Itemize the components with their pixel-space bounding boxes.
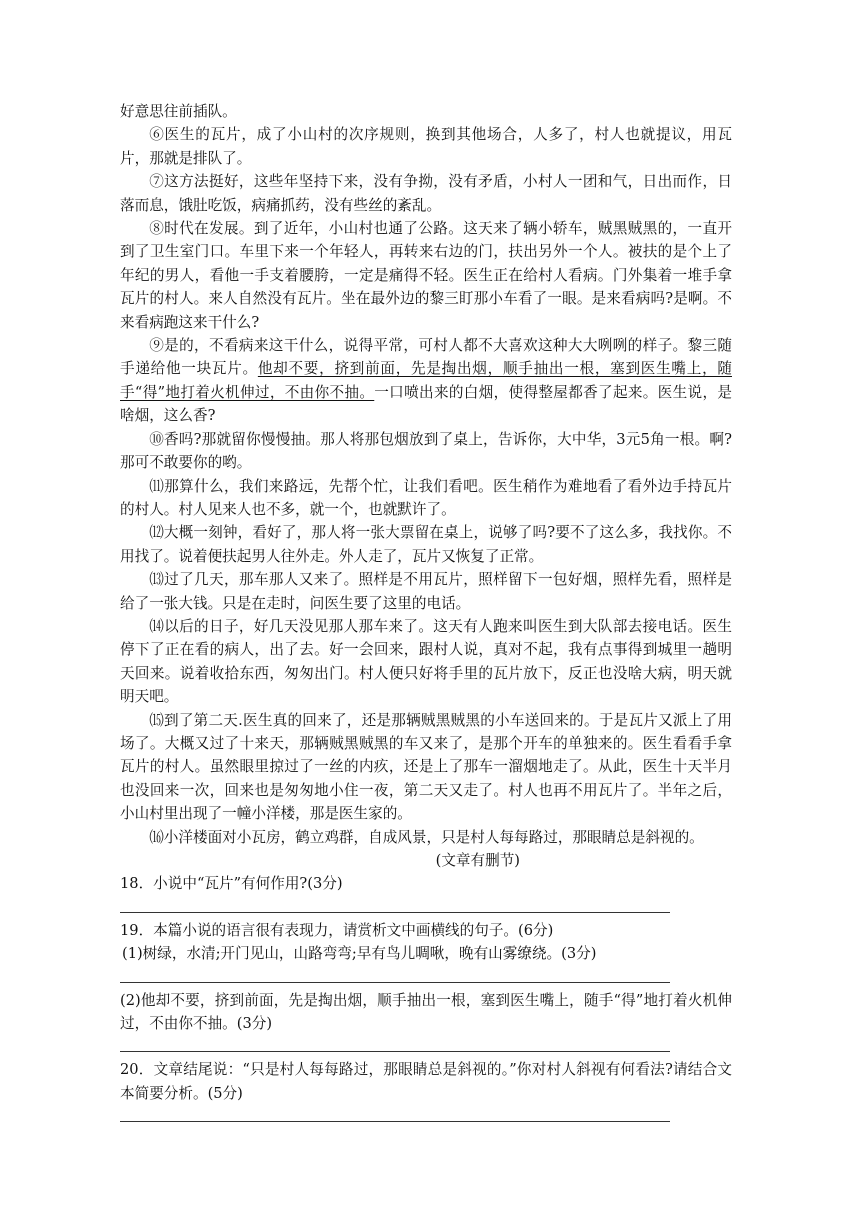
question-19-part-1: (1)树绿，水清;开门见山，山路弯弯;早有鸟儿啁啾，晚有山雾缭绕。(3分) (122, 945, 597, 963)
paragraph-9 (120, 334, 732, 428)
paragraph-continuation: 好意思往前插队。 (120, 103, 237, 120)
question-20: 20．文章结尾说：“只是村人每每路过，那眼睛总是斜视的。”你对村人斜视有何看法?请结合文本简要分析。(5分) (120, 1061, 732, 1102)
paragraph-9-tail: 一口喷出来的白烟，使得整屋都香了起来。医生说，是啥烟，这么香? (120, 383, 732, 425)
question-19: 19．本篇小说的语言很有表现力，请赏析文中画横线的句子。(6分) (120, 921, 554, 939)
paragraph-13: ⒀过了几天，那车那人又来了。照样是不用瓦片，照样留下一包好烟，照样先看，照样是给了一张大钱。只是在走时，问医生要了这里的电话。 (120, 571, 732, 612)
answer-line-19-2[interactable] (120, 1035, 670, 1052)
paragraph-7: ⑦这方法挺好，这些年坚持下来，没有争拗，没有矛盾，小村人一团和气，日出而作，日落而息，饿肚吃饭，病痛抓药，没有些丝的紊乱。 (120, 173, 732, 214)
question-19-part-2: (2)他却不要，挤到前面，先是掏出烟，顺手抽出一根，塞到医生嘴上，随手“得”地打着火机伸过，不由你不抽。(3分) (120, 991, 732, 1033)
answer-line-18[interactable] (120, 896, 670, 913)
document-body (120, 100, 732, 1128)
paragraph-6: ⑥医生的瓦片，成了小山村的次序规则，换到其他场合，人多了，村人也就提议，用瓦片，那就是排队了。 (120, 126, 732, 167)
paragraph-14: ⒁以后的日子，好几天没见那人那车来了。这天有人跑来叫医生到大队部去接电话。医生停下了正在看的病人，出了去。好一会回来，跟村人说，真对不起，我有点事得到城里一趟明天回来。说着收拾东西，匆匆出门。村人便只好将手里的瓦片放下，反正也没啥大病，明天就明天吧。 (120, 617, 732, 706)
paragraph-11: ⑾那算什么，我们来路远，先帮个忙，让我们看吧。医生稍作为难地看了看外边手持瓦片的村人。村人见来人也不多，就一个，也就默许了。 (120, 477, 732, 518)
paragraph-8: ⑧时代在发展。到了近年，小山村也通了公路。这天来了辆小轿车，贼黑贼黑的，一直开到了卫生室门口。车里下来一个年轻人，再转来右边的门，扶出另外一个人。被扶的是个上了年纪的男人，看他一手支着腰胯，一定是痛得不轻。医生正在给村人看病。门外集着一堆手拿瓦片的村人。来人自然没有瓦片。坐在最外边的黎三盯那小车看了一眼。是来看病吗?是啊。不来看病跑这来干什么? (120, 220, 732, 331)
underlined-sentence: 他却不要，挤到前面，先是掏出烟，顺手抽出一根，塞到医生嘴上，随手“得”地打着火机伸过，不由你不抽。 (120, 360, 732, 401)
abridged-note: (文章有删节) (435, 852, 520, 869)
paragraph-10: ⑩香吗?那就留你慢慢抽。那人将那包烟放到了桌上，告诉你，大中华，3元5角一根。啊?那可不敢要你的哟。 (120, 430, 732, 472)
paragraph-12: ⑿大概一刻钟，看好了，那人将一张大票留在桌上，说够了吗?要不了这么多，我找你。不用找了。说着便扶起男人往外走。外人走了，瓦片又恢复了正常。 (120, 524, 732, 565)
answer-line-20[interactable] (120, 1105, 670, 1122)
paragraph-16: ⒃小洋楼面对小瓦房，鹤立鸡群，自成风景，只是村人每每路过，那眼睛总是斜视的。 (149, 828, 704, 846)
question-18: 18．小说中“瓦片”有何作用?(3分) (120, 875, 343, 893)
answer-line-19-1[interactable] (120, 966, 670, 983)
paragraph-15: ⒂到了第二天.医生真的回来了，还是那辆贼黑贼黑的小车送回来的。于是瓦片又派上了用场了。大概又过了十来天，那辆贼黑贼黑的车又来了，是那个开车的单独来的。医生看看手拿瓦片的村人。虽然眼里掠过了一丝的内疚，还是上了那车一溜烟地走了。从此，医生十天半月也没回来一次，回来也是匆匆地小住一夜，第二天又走了。村人也再不用瓦片了。半年之后，小山村里出现了一幢小洋楼，那是医生家的。 (120, 711, 732, 823)
paragraph-9-lead: ⑨是的，不看病来这干什么，说得平常，可村人都不大喜欢这种大大咧咧的样子。黎三随手递给他一块瓦片。 (120, 337, 732, 378)
